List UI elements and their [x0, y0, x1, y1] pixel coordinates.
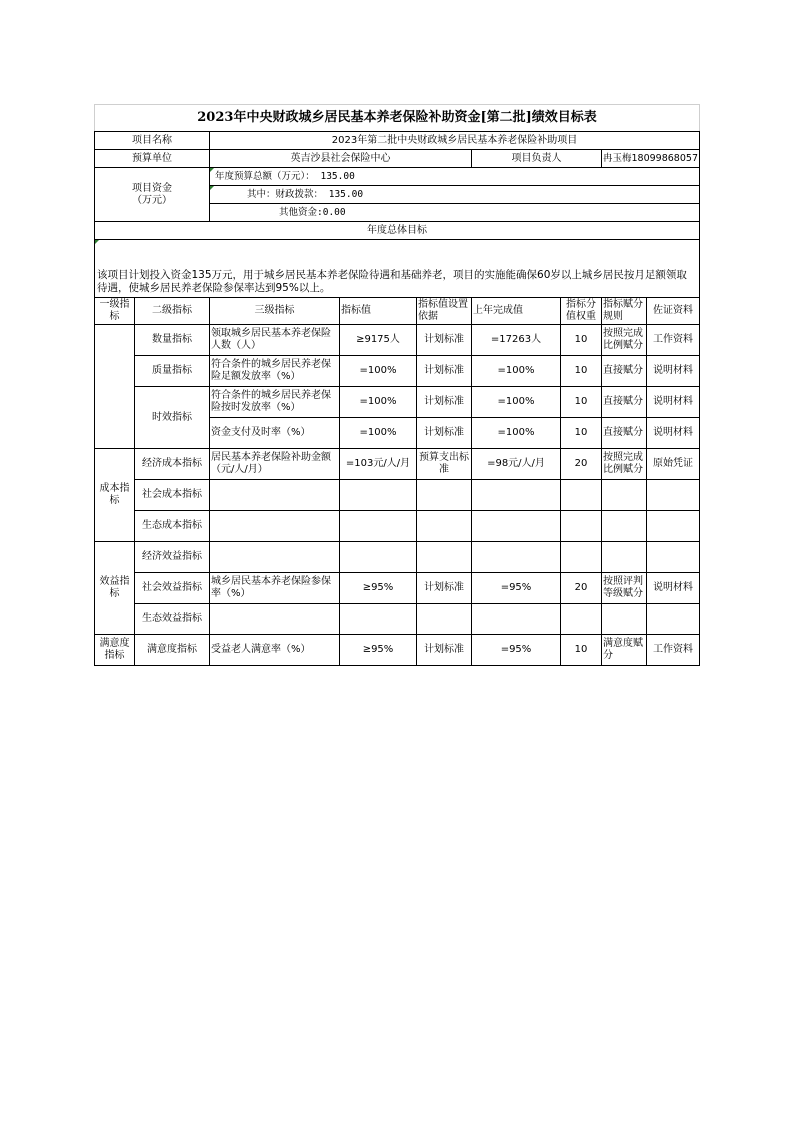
row8-weight	[561, 542, 602, 573]
row1-evidence: 工作资料	[647, 325, 700, 356]
sheet-title: 2023年中央财政城乡居民基本养老保险补助资金[第二批]绩效目标表	[95, 105, 700, 132]
row6-rule	[602, 480, 647, 511]
group-cost: 成本指标	[95, 449, 135, 542]
row2-rule: 直接赋分	[602, 356, 647, 387]
row5-weight: 20	[561, 449, 602, 480]
funds-total-text: 年度预算总额（万元）： 135.00	[215, 170, 355, 182]
row7-evidence	[647, 511, 700, 542]
funds-other	[210, 204, 700, 222]
row5-value: =103元/人/月	[340, 449, 417, 480]
row8-basis	[417, 542, 472, 573]
row2-level3: 符合条件的城乡居民养老保险足额发放率（%）	[210, 356, 340, 387]
row6-last-year	[472, 480, 561, 511]
header-level1: 一级指标	[95, 298, 135, 325]
row9-weight: 20	[561, 573, 602, 604]
row9-evidence: 说明材料	[647, 573, 700, 604]
row11-level3: 受益老人满意率（%）	[210, 635, 340, 666]
row3-value: =100%	[340, 387, 417, 418]
row7-basis	[417, 511, 472, 542]
row5-rule: 按照完成比例赋分	[602, 449, 647, 480]
row11-weight: 10	[561, 635, 602, 666]
funds-fiscal-text: 其中：财政拨款： 135.00	[247, 188, 364, 200]
row10-level3	[210, 604, 340, 635]
row2-last-year: =100%	[472, 356, 561, 387]
row11-last-year: =95%	[472, 635, 561, 666]
row1-level3: 领取城乡居民基本养老保险人数（人）	[210, 325, 340, 356]
header-level2: 二级指标	[135, 298, 210, 325]
row7-level2: 生态成本指标	[135, 511, 210, 542]
header-rule: 指标赋分规则	[602, 298, 647, 325]
row10-last-year	[472, 604, 561, 635]
row11-evidence: 工作资料	[647, 635, 700, 666]
budget-unit-label: 预算单位	[95, 150, 210, 168]
header-weight: 指标分值权重	[561, 298, 602, 325]
row11-value: ≥95%	[340, 635, 417, 666]
row4-weight: 10	[561, 418, 602, 449]
row3-evidence: 说明材料	[647, 387, 700, 418]
leader-label: 项目负责人	[472, 150, 602, 168]
row10-weight	[561, 604, 602, 635]
row7-last-year	[472, 511, 561, 542]
project-name-value: 2023年第二批中央财政城乡居民基本养老保险补助项目	[210, 132, 700, 150]
row3-weight: 10	[561, 387, 602, 418]
row6-value	[340, 480, 417, 511]
row1-basis: 计划标准	[417, 325, 472, 356]
row1-rule: 按照完成比例赋分	[602, 325, 647, 356]
row8-value	[340, 542, 417, 573]
row8-level2: 经济效益指标	[135, 542, 210, 573]
row10-level2: 生态效益指标	[135, 604, 210, 635]
row4-value: =100%	[340, 418, 417, 449]
row4-rule: 直接赋分	[602, 418, 647, 449]
row9-value: ≥95%	[340, 573, 417, 604]
row6-level3	[210, 480, 340, 511]
group-output	[95, 325, 135, 449]
row9-level3: 城乡居民基本养老保险参保率（%）	[210, 573, 340, 604]
funds-other-text: 其他资金:0.00	[279, 206, 346, 218]
header-value: 指标值	[340, 298, 417, 325]
row2-evidence: 说明材料	[647, 356, 700, 387]
row5-level3: 居民基本养老保险补助金额（元/人/月）	[210, 449, 340, 480]
row8-last-year	[472, 542, 561, 573]
row7-level3	[210, 511, 340, 542]
row10-evidence	[647, 604, 700, 635]
row1-weight: 10	[561, 325, 602, 356]
row3-level3: 符合条件的城乡居民养老保险按时发放率（%）	[210, 387, 340, 418]
row11-basis: 计划标准	[417, 635, 472, 666]
row8-rule	[602, 542, 647, 573]
row5-last-year: =98元/人/月	[472, 449, 561, 480]
row3-last-year: =100%	[472, 387, 561, 418]
row4-last-year: =100%	[472, 418, 561, 449]
row9-last-year: =95%	[472, 573, 561, 604]
row7-value	[340, 511, 417, 542]
row4-evidence: 说明材料	[647, 418, 700, 449]
row10-basis	[417, 604, 472, 635]
row2-basis: 计划标准	[417, 356, 472, 387]
funds-fiscal	[210, 186, 700, 204]
annual-goal-text: 该项目计划投入资金135万元，用于城乡居民基本养老保险待遇和基础养老，项目的实施能确保60岁以上城乡居民按月足额领取待遇，使城乡居民养老保险参保率达到95%以上。	[95, 240, 700, 298]
row3-basis: 计划标准	[417, 387, 472, 418]
row3-level2: 时效指标	[135, 387, 210, 449]
row5-basis: 预算支出标准	[417, 449, 472, 480]
row2-value: =100%	[340, 356, 417, 387]
row7-rule	[602, 511, 647, 542]
funds-total	[210, 168, 700, 186]
header-basis: 指标值设置依据	[417, 298, 472, 325]
row4-level3: 资金支付及时率（%）	[210, 418, 340, 449]
row6-evidence	[647, 480, 700, 511]
row4-basis: 计划标准	[417, 418, 472, 449]
row2-level2: 质量指标	[135, 356, 210, 387]
row7-weight	[561, 511, 602, 542]
row8-evidence	[647, 542, 700, 573]
annual-goal-label: 年度总体目标	[95, 222, 700, 240]
row3-rule: 直接赋分	[602, 387, 647, 418]
group-satisfaction: 满意度指标	[95, 635, 135, 666]
funds-label	[95, 168, 210, 222]
row9-basis: 计划标准	[417, 573, 472, 604]
row9-level2: 社会效益指标	[135, 573, 210, 604]
row5-evidence: 原始凭证	[647, 449, 700, 480]
funds-label-text: 项目资金 （万元）	[132, 182, 172, 206]
header-last-year: 上年完成值	[472, 298, 561, 325]
row6-level2: 社会成本指标	[135, 480, 210, 511]
row11-rule: 满意度赋分	[602, 635, 647, 666]
row2-weight: 10	[561, 356, 602, 387]
leader-value: 冉玉梅18099868057	[602, 150, 700, 168]
row8-level3	[210, 542, 340, 573]
row6-basis	[417, 480, 472, 511]
row9-rule: 按照评判等级赋分	[602, 573, 647, 604]
row1-level2: 数量指标	[135, 325, 210, 356]
row10-value	[340, 604, 417, 635]
header-level3: 三级指标	[210, 298, 340, 325]
project-name-label: 项目名称	[95, 132, 210, 150]
header-evidence: 佐证资料	[647, 298, 700, 325]
performance-target-sheet	[94, 104, 699, 666]
row1-value: ≥9175人	[340, 325, 417, 356]
performance-target-table	[94, 104, 700, 666]
budget-unit-value: 英吉沙县社会保险中心	[210, 150, 472, 168]
group-benefit: 效益指标	[95, 542, 135, 635]
row10-rule	[602, 604, 647, 635]
row6-weight	[561, 480, 602, 511]
row1-last-year: =17263人	[472, 325, 561, 356]
row11-level2: 满意度指标	[135, 635, 210, 666]
row5-level2: 经济成本指标	[135, 449, 210, 480]
